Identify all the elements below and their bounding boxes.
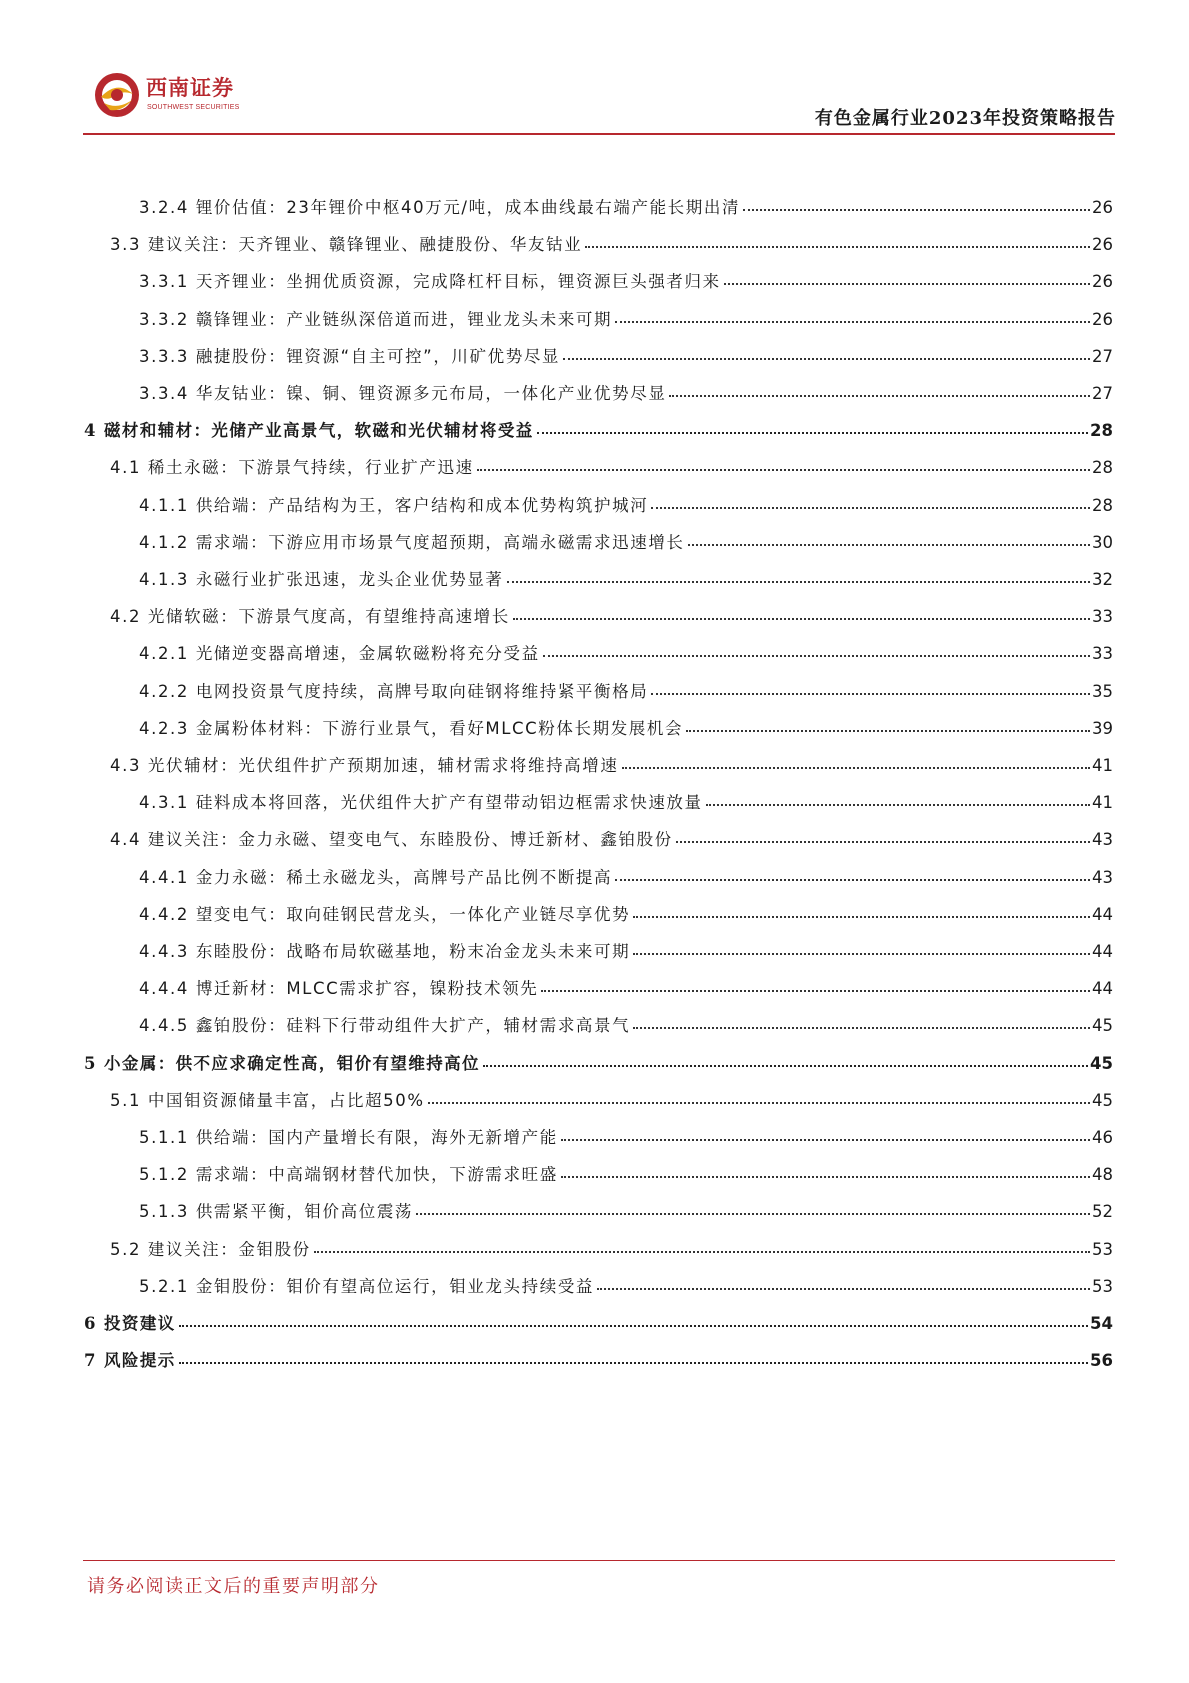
toc-dot-leader	[633, 953, 1090, 955]
toc-entry-label: 4.4.3 东睦股份：战略布局软磁基地，粉末冶金龙头未来可期	[139, 942, 631, 961]
toc-entry[interactable]	[139, 194, 1113, 218]
toc-dot-leader	[428, 1102, 1090, 1104]
toc-entry-label: 3.2.4 锂价估值：23年锂价中枢40万元/吨，成本曲线最右端产能长期出清	[139, 198, 741, 217]
toc-page-number: 53	[1092, 1277, 1113, 1296]
toc-entry[interactable]	[110, 1236, 1113, 1260]
toc-dot-leader	[743, 209, 1090, 211]
toc-dot-leader	[615, 879, 1090, 881]
logo-text-cn: 西南证券	[146, 75, 234, 100]
report-title: 有色金属行业2023年投资策略报告	[814, 108, 1116, 129]
toc-page-number: 43	[1092, 868, 1113, 887]
toc-page-number: 26	[1092, 235, 1113, 254]
toc-entry-label: 4.4.2 望变电气：取向硅钢民营龙头，一体化产业链尽享优势	[139, 905, 631, 924]
toc-entry-label: 4.2.1 光储逆变器高增速，金属软磁粉将充分受益	[139, 644, 540, 663]
toc-page-number: 46	[1092, 1128, 1113, 1147]
toc-dot-leader	[706, 804, 1090, 806]
toc-entry[interactable]	[139, 1161, 1113, 1185]
toc-entry[interactable]	[84, 417, 1113, 441]
toc-entry-label: 4.4 建议关注：金力永磁、望变电气、东睦股份、博迁新材、鑫铂股份	[110, 830, 673, 849]
toc-page-number: 41	[1092, 756, 1113, 775]
toc-entry[interactable]	[139, 789, 1113, 813]
toc-entry-label: 3.3 建议关注：天齐锂业、赣锋锂业、融捷股份、华友钴业	[110, 235, 583, 254]
toc-page-number: 45	[1092, 1091, 1113, 1110]
toc-dot-leader	[179, 1362, 1088, 1364]
toc-dot-leader	[416, 1213, 1090, 1215]
toc-page-number: 26	[1092, 198, 1113, 217]
toc-entry[interactable]	[110, 752, 1113, 776]
toc-entry[interactable]	[139, 901, 1113, 925]
toc-dot-leader	[615, 321, 1090, 323]
toc-entry-label: 5.1.3 供需紧平衡，钼价高位震荡	[139, 1202, 414, 1221]
toc-page-number: 56	[1090, 1351, 1113, 1370]
toc-entry[interactable]	[110, 1087, 1113, 1111]
toc-entry[interactable]	[139, 864, 1113, 888]
toc-entry[interactable]	[84, 1310, 1113, 1334]
toc-entry-label: 4.1.3 永磁行业扩张迅速，龙头企业优势显著	[139, 570, 504, 589]
toc-dot-leader	[314, 1251, 1090, 1253]
toc-entry-label: 4.1 稀土永磁：下游景气持续，行业扩产迅速	[110, 458, 474, 477]
toc-entry[interactable]	[139, 1012, 1113, 1036]
toc-page-number: 45	[1092, 1016, 1113, 1035]
toc-page-number: 27	[1092, 384, 1113, 403]
toc-entry-label: 7 风险提示	[84, 1351, 176, 1370]
footer-divider	[83, 1560, 1115, 1561]
toc-entry[interactable]	[110, 454, 1113, 478]
toc-entry[interactable]	[110, 603, 1113, 627]
toc-entry[interactable]	[139, 938, 1113, 962]
toc-entry-label: 3.3.4 华友钴业：镍、铜、锂资源多元布局，一体化产业优势尽显	[139, 384, 667, 403]
toc-dot-leader	[669, 395, 1090, 397]
toc-page-number: 44	[1092, 942, 1113, 961]
toc-dot-leader	[541, 990, 1090, 992]
toc-entry-label: 4.4.5 鑫铂股份：硅料下行带动组件大扩产，辅材需求高景气	[139, 1016, 631, 1035]
toc-entry-label: 3.3.2 赣锋锂业：产业链纵深倍道而进，锂业龙头未来可期	[139, 310, 613, 329]
toc-entry[interactable]	[139, 268, 1113, 292]
toc-entry-label: 4.4.4 博迁新材：MLCC需求扩容，镍粉技术领先	[139, 979, 539, 998]
toc-entry[interactable]	[139, 678, 1113, 702]
toc-dot-leader	[724, 283, 1090, 285]
toc-entry-label: 4.1.2 需求端：下游应用市场景气度超预期，高端永磁需求迅速增长	[139, 533, 685, 552]
toc-dot-leader	[597, 1288, 1090, 1290]
toc-dot-leader	[651, 693, 1090, 695]
toc-page-number: 28	[1090, 421, 1113, 440]
toc-entry-label: 6 投资建议	[84, 1314, 176, 1333]
toc-dot-leader	[513, 618, 1090, 620]
toc-page-number: 33	[1092, 607, 1113, 626]
toc-dot-leader	[543, 655, 1090, 657]
logo-text-en: SOUTHWEST SECURITIES	[147, 104, 240, 111]
toc-entry-label: 4.3 光伏辅材：光伏组件扩产预期加速，辅材需求将维持高增速	[110, 756, 619, 775]
toc-entry[interactable]	[139, 1124, 1113, 1148]
toc-dot-leader	[585, 246, 1090, 248]
toc-dot-leader	[622, 767, 1091, 769]
toc-page-number: 27	[1092, 347, 1113, 366]
toc-dot-leader	[561, 1176, 1090, 1178]
toc-page-number: 53	[1092, 1240, 1113, 1259]
footer-disclaimer: 请务必阅读正文后的重要声明部分	[87, 1576, 380, 1597]
toc-entry-label: 5.2 建议关注：金钼股份	[110, 1240, 311, 1259]
toc-page-number: 48	[1092, 1165, 1113, 1184]
toc-page-number: 41	[1092, 793, 1113, 812]
logo-emblem-icon	[92, 70, 142, 120]
header-divider	[83, 133, 1115, 135]
toc-page-number: 30	[1092, 533, 1113, 552]
toc-entry[interactable]	[84, 1347, 1113, 1371]
toc-entry[interactable]	[110, 826, 1113, 850]
toc-page-number: 26	[1092, 272, 1113, 291]
toc-dot-leader	[563, 358, 1090, 360]
toc-entry-label: 5.1.2 需求端：中高端钢材替代加快，下游需求旺盛	[139, 1165, 558, 1184]
toc-page-number: 43	[1092, 830, 1113, 849]
toc-dot-leader	[537, 432, 1088, 434]
toc-page-number: 26	[1092, 310, 1113, 329]
toc-entry[interactable]	[139, 975, 1113, 999]
toc-entry-label: 4.2.3 金属粉体材料：下游行业景气，看好MLCC粉体长期发展机会	[139, 719, 684, 738]
toc-page-number: 54	[1090, 1314, 1113, 1333]
toc-page-number: 35	[1092, 682, 1113, 701]
toc-entry-label: 5.1.1 供给端：国内产量增长有限，海外无新增产能	[139, 1128, 558, 1147]
toc-entry[interactable]	[139, 492, 1113, 516]
toc-page-number: 44	[1092, 905, 1113, 924]
toc-dot-leader	[633, 1027, 1090, 1029]
toc-dot-leader	[688, 544, 1090, 546]
toc-entry[interactable]	[139, 343, 1113, 367]
toc-dot-leader	[507, 581, 1090, 583]
toc-dot-leader	[651, 507, 1090, 509]
toc-dot-leader	[483, 1065, 1088, 1067]
toc-entry[interactable]	[139, 380, 1113, 404]
toc-entry[interactable]	[110, 231, 1113, 255]
toc-entry[interactable]	[139, 715, 1113, 739]
toc-page-number: 32	[1092, 570, 1113, 589]
toc-entry-label: 4.3.1 硅料成本将回落，光伏组件大扩产有望带动铝边框需求快速放量	[139, 793, 703, 812]
toc-entry-label: 5.2.1 金钼股份：钼价有望高位运行，钼业龙头持续受益	[139, 1277, 595, 1296]
toc-dot-leader	[633, 916, 1090, 918]
toc-entry-label: 4.2.2 电网投资景气度持续，高牌号取向硅钢将维持紧平衡格局	[139, 682, 649, 701]
toc-dot-leader	[561, 1139, 1090, 1141]
toc-entry-label: 4 磁材和辅材：光储产业高景气，软磁和光伏辅材将受益	[84, 421, 534, 440]
toc-page-number: 28	[1092, 458, 1113, 477]
toc-entry[interactable]	[139, 306, 1113, 330]
toc-dot-leader	[179, 1325, 1088, 1327]
toc-page-number: 45	[1090, 1054, 1113, 1073]
toc-entry-label: 3.3.1 天齐锂业：坐拥优质资源，完成降杠杆目标，锂资源巨头强者归来	[139, 272, 721, 291]
toc-entry[interactable]	[139, 1273, 1113, 1297]
toc-entry-label: 3.3.3 融捷股份：锂资源“自主可控”，川矿优势尽显	[139, 347, 561, 366]
toc-entry-label: 5.1 中国钼资源储量丰富，占比超50%	[110, 1091, 425, 1110]
company-logo	[92, 70, 252, 126]
toc-entry[interactable]	[139, 529, 1113, 553]
toc-page-number: 39	[1092, 719, 1113, 738]
toc-page-number: 44	[1092, 979, 1113, 998]
toc-page-number: 52	[1092, 1202, 1113, 1221]
toc-entry-label: 4.2 光储软磁：下游景气度高，有望维持高速增长	[110, 607, 510, 626]
toc-entry[interactable]	[84, 1050, 1113, 1074]
toc-dot-leader	[686, 730, 1090, 732]
toc-entry[interactable]	[139, 640, 1113, 664]
toc-page-number: 33	[1092, 644, 1113, 663]
toc-entry-label: 4.1.1 供给端：产品结构为王，客户结构和成本优势构筑护城河	[139, 496, 649, 515]
toc-dot-leader	[676, 841, 1090, 843]
toc-page-number: 28	[1092, 496, 1113, 515]
toc-dot-leader	[477, 469, 1090, 471]
toc-entry-label: 4.4.1 金力永磁：稀土永磁龙头，高牌号产品比例不断提高	[139, 868, 613, 887]
toc-entry[interactable]	[139, 566, 1113, 590]
page-header	[0, 0, 1189, 140]
toc-entry[interactable]	[139, 1198, 1113, 1222]
toc-entry-label: 5 小金属：供不应求确定性高，钼价有望维持高位	[84, 1054, 480, 1073]
